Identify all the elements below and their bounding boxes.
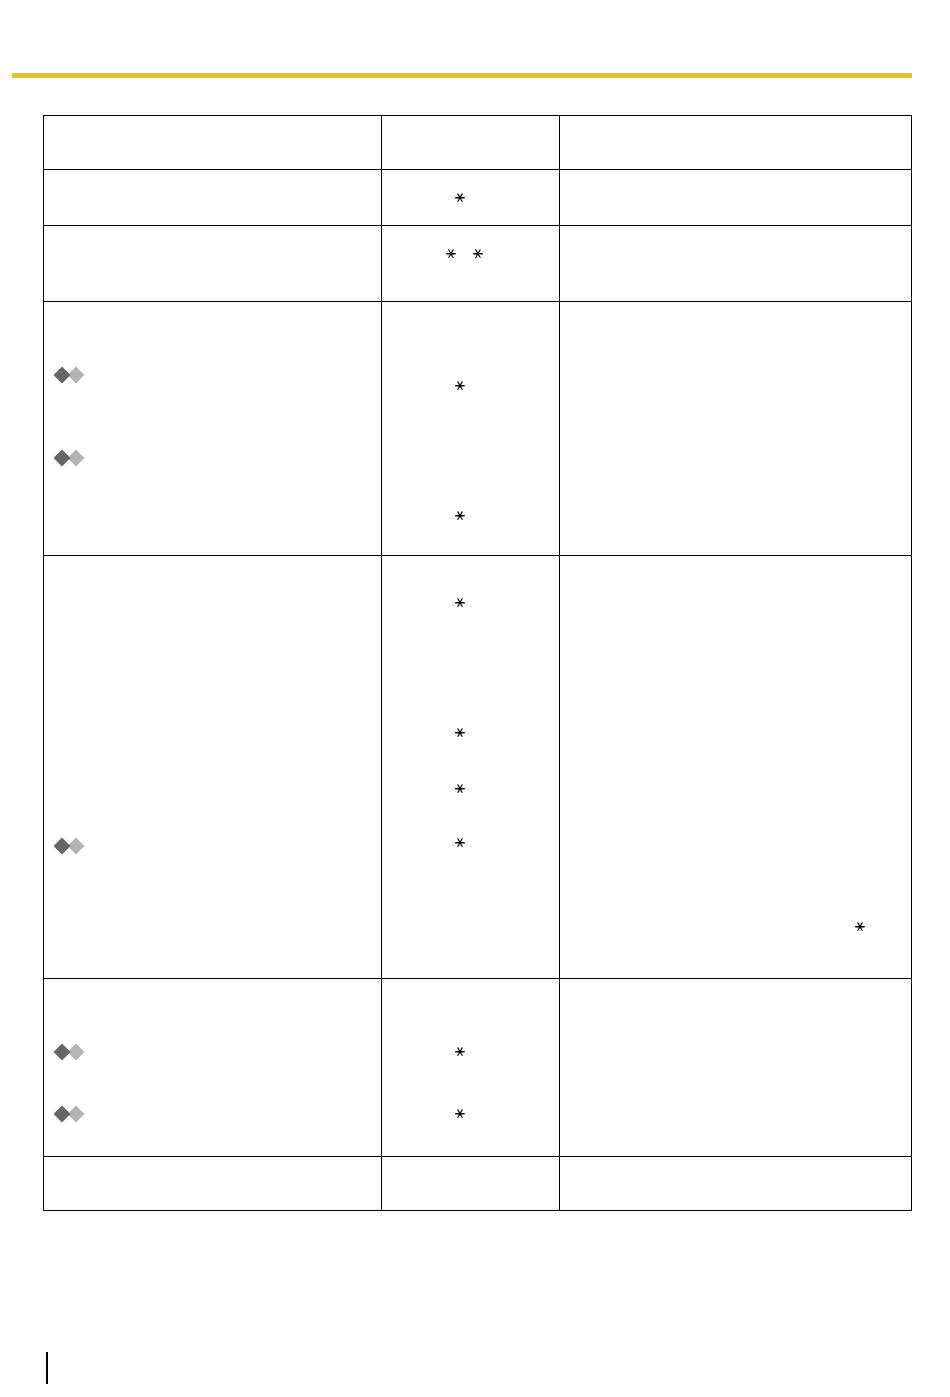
double-diamond-icon bbox=[53, 448, 93, 470]
row-divider-1 bbox=[44, 169, 911, 170]
row-divider-3 bbox=[44, 301, 911, 302]
asterisk-mark-icon: ⚹ bbox=[454, 778, 466, 798]
asterisk-mark-icon: ⚹ bbox=[454, 832, 466, 852]
asterisk-mark-icon: ⚹ bbox=[454, 1103, 466, 1123]
asterisk-mark-icon: ⚹ bbox=[472, 243, 484, 263]
column-divider-2 bbox=[559, 116, 560, 1210]
row-divider-5 bbox=[44, 978, 911, 979]
asterisk-mark-icon: ⚹ bbox=[454, 375, 466, 395]
double-diamond-icon bbox=[53, 1104, 93, 1126]
row-divider-4 bbox=[44, 555, 911, 556]
double-diamond-icon bbox=[53, 836, 93, 858]
asterisk-mark-icon: ⚹ bbox=[454, 722, 466, 742]
page-margin-bar bbox=[46, 1352, 48, 1384]
feature-table bbox=[43, 115, 912, 1211]
asterisk-mark-icon: ⚹ bbox=[454, 505, 466, 525]
column-divider-1 bbox=[381, 116, 382, 1210]
double-diamond-icon bbox=[53, 1042, 93, 1064]
double-diamond-icon bbox=[53, 365, 93, 387]
row-divider-6 bbox=[44, 1156, 911, 1157]
header-rule bbox=[12, 73, 912, 78]
asterisk-mark-icon: ⚹ bbox=[854, 916, 866, 936]
asterisk-mark-icon: ⚹ bbox=[454, 187, 466, 207]
asterisk-mark-icon: ⚹ bbox=[445, 243, 457, 263]
row-divider-2 bbox=[44, 225, 911, 226]
asterisk-mark-icon: ⚹ bbox=[454, 1041, 466, 1061]
asterisk-mark-icon: ⚹ bbox=[454, 592, 466, 612]
